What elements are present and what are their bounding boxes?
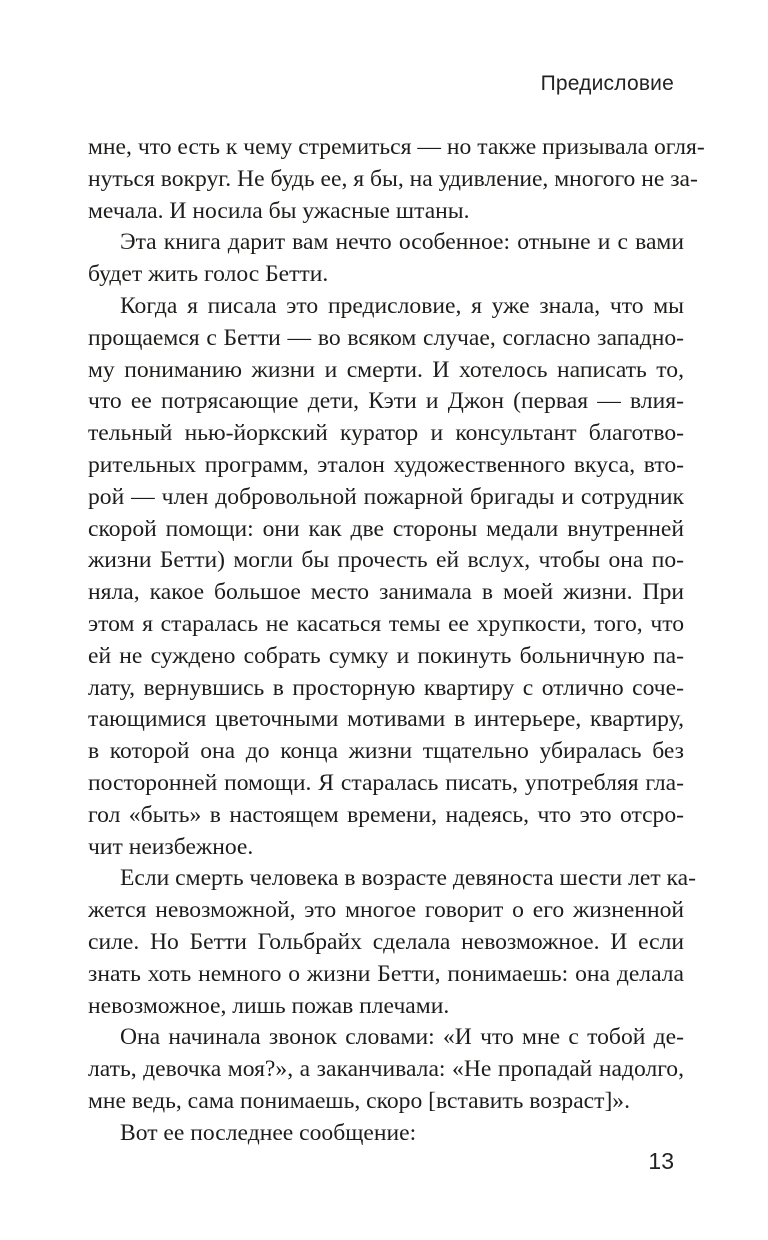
text-line: гол «быть» в настоящем времени, надеясь, что это отсро- (88, 801, 684, 828)
text-line: тельный нью-йоркский куратор и консультант благотво- (88, 420, 684, 447)
text-line: Когда я писала это предисловие, я уже знала, что мы (120, 292, 684, 319)
text-line: тающимися цветочными мотивами в интерьере, квартиру, (88, 706, 684, 733)
text-line: в которой она до конца жизни тщательно убиралась без (88, 738, 684, 765)
text-line: что ее потрясающие дети, Кэти и Джон (первая — влия- (88, 388, 684, 415)
text-line: няла, какое большое место занимала в моей жизни. При (88, 579, 684, 606)
body-text (88, 132, 705, 1150)
text-line: невозможное, лишь пожав плечами. (88, 992, 450, 1019)
text-line: будет жить голос Бетти. (88, 261, 329, 288)
text-line: рительных программ, эталон художественного вкуса, вто- (88, 451, 684, 478)
text-line: знать хоть немного о жизни Бетти, понимаешь: она делала (88, 960, 684, 987)
text-line: силе. Но Бетти Гольбрайх сделала невозможное. И если (88, 928, 684, 955)
text-line: скорой помощи: они как две стороны медали внутренней (88, 515, 684, 542)
text-line: посторонней помощи. Я старалась писать, употребляя гла- (88, 769, 684, 796)
text-line: жизни Бетти) могли бы прочесть ей вслух, чтобы она по- (88, 547, 684, 574)
text-line: Если смерть человека в возрасте девяноста шести лет ка- (120, 865, 696, 892)
text-line: мне, что есть к чему стремиться — но также призывала огля- (88, 134, 705, 160)
text-line: этом я старалась не касаться темы ее хрупкости, того, что (88, 610, 684, 637)
text-line: лать, девочка моя?», а заканчивала: «Не пропадай надолго, (88, 1056, 684, 1083)
text-line: Она начинала звонок словами: «И что мне с тобой де- (120, 1024, 684, 1051)
text-line: чит неизбежное. (88, 833, 254, 860)
running-header: Предисловие (540, 72, 674, 95)
text-line: нуться вокруг. Не будь ее, я бы, на удивление, многого не за- (88, 165, 698, 192)
text-line: мне ведь, сама понимаешь, скоро [вставить возраст]». (88, 1087, 630, 1114)
text-line: Вот ее последнее сообщение: (120, 1119, 417, 1146)
page-number: 13 (648, 1148, 674, 1174)
text-line: му пониманию жизни и смерти. И хотелось написать то, (88, 356, 684, 383)
text-line: ей не суждено собрать сумку и покинуть больничную па- (88, 642, 684, 669)
text-line: жется невозможной, это многое говорит о его жизненной (88, 897, 684, 924)
text-line: лату, вернувшись в просторную квартиру с отлично соче- (88, 674, 684, 701)
text-line: Эта книга дарит вам нечто особенное: отныне и с вами (120, 229, 684, 256)
text-line: мечала. И носила бы ужасные штаны. (88, 197, 470, 224)
text-line: рой — член добровольной пожарной бригады и сотрудник (88, 483, 684, 510)
text-line: прощаемся с Бетти — во всяком случае, согласно западно- (88, 324, 684, 351)
